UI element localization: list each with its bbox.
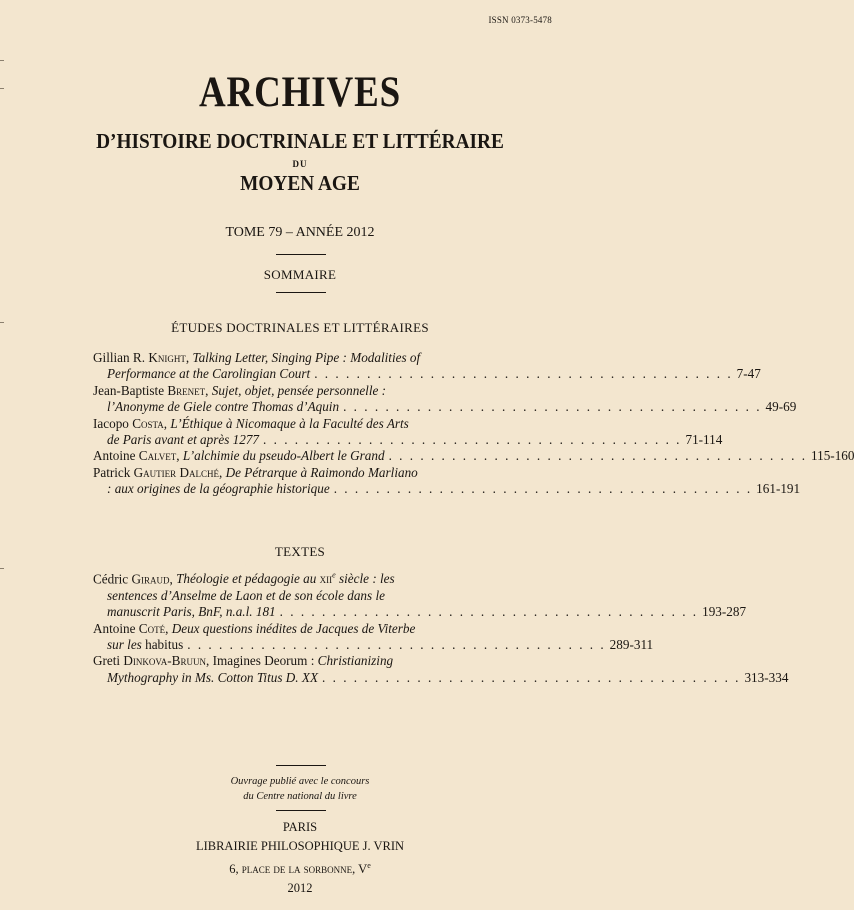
toc-entry: Cédric Giraud, Théologie et pédagogie au xii$^e$ siècle : les sentences d’Anselme de Laon et de son école dans le manuscrit Paris, BnF, n.a.l. 181 . . . . . . . . . . . . . . . . . . . . . . . . . . . . . . . . . . . . . . . . 193-287 xyxy=(93,571,747,620)
publisher-address: 6, place de la sorbonne, Ve xyxy=(229,861,371,877)
author-surname: Costa xyxy=(132,415,164,431)
article-title: Christianizing xyxy=(314,653,394,669)
margin-tick xyxy=(0,88,4,89)
leader-dots: . . . . . . . . . . . . . . . . . . . . . . . . . . . . . . . . . . . . . . . . xyxy=(314,366,733,382)
leader-dots: . . . . . . . . . . . . . . . . . . . . . . . . . . . . . . . . . . . . . . . . xyxy=(279,604,699,620)
leader-dots: . . . . . . . . . . . . . . . . . . . . . . . . . . . . . . . . . . . . . . . . xyxy=(263,432,682,448)
toc-entry: Antoine Calvet, L’alchimie du pseudo-Albert le Grand . . . . . . . . . . . . . . . . . . . . . . . . . . . . . . . . . . . . . . . . 115-160 xyxy=(93,448,854,464)
article-title-roman: Imagines Deorum : xyxy=(212,653,315,669)
funding-note: Ouvrage publié avec le concours du Centre national du livre xyxy=(230,776,370,802)
journal-title: ARCHIVES xyxy=(198,69,402,116)
article-title: De Pétrarque à Raimondo Marliano xyxy=(225,464,418,480)
toc-entry: Iacopo Costa, L’Éthique à Nicomaque à la Faculté des Arts de Paris avant et après 1277 . . . . . . . . . . . . . . . . . . . . . . . . . . . . . . . . . . . . . . . . 71-114 xyxy=(93,415,723,448)
page-range: 289-311 xyxy=(609,637,654,653)
publisher-city: PARIS xyxy=(282,820,318,834)
toc-entry: Patrick Gautier Dalché, De Pétrarque à Raimondo Marliano : aux origines de la géographie historique . . . . . . . . . . . . . . . . . . . . . . . . . . . . . . . . . . . . . . . . 161-191 xyxy=(93,464,801,497)
leader-dots: . . . . . . . . . . . . . . . . . . . . . . . . . . . . . . . . . . . . . . . . xyxy=(343,399,762,415)
section-heading-etudes: ÉTUDES DOCTRINALES ET LITTÉRAIRES xyxy=(171,320,429,335)
author-surname: Coté xyxy=(138,620,166,636)
publisher-name: LIBRAIRIE PHILOSOPHIQUE J. VRIN xyxy=(195,839,405,853)
author-surname: Calvet xyxy=(138,448,177,464)
journal-subtitle: D’HISTOIRE DOCTRINALE ET LITTÉRAIRE xyxy=(96,129,504,153)
toc-entry: Jean-Baptiste Brenet, Sujet, objet, pensée personnelle : l’Anonyme de Giele contre Thomas d’Aquin . . . . . . . . . . . . . . . . . . . . . . . . . . . . . . . . . . . . . . . . 49-69 xyxy=(93,382,797,415)
author-surname: Giraud xyxy=(131,571,170,587)
leader-dots: . . . . . . . . . . . . . . . . . . . . . . . . . . . . . . . . . . . . . . . . xyxy=(333,481,753,497)
divider xyxy=(276,254,326,255)
toc-entry: Greti Dinkova-Bruun, Imagines Deorum : Christianizing Mythography in Ms. Cotton Titus D. XX . . . . . . . . . . . . . . . . . . . . . . . . . . . . . . . . . . . . . . . . 313-334 xyxy=(93,653,789,685)
page-range: 313-334 xyxy=(744,669,789,685)
article-title: Talking Letter, Singing Pipe : Modalities of xyxy=(192,350,421,365)
contents-heading: SOMMAIRE xyxy=(263,267,337,282)
page-range: 193-287 xyxy=(702,604,747,620)
leader-dots: . . . . . . . . . . . . . . . . . . . . . . . . . . . . . . . . . . . . . . . . xyxy=(388,448,808,464)
publication-year: 2012 xyxy=(287,881,313,896)
journal-subtitle-age: MOYEN AGE xyxy=(240,171,360,195)
volume-info: TOME 79 – ANNÉE 2012 xyxy=(225,225,375,240)
issn: ISSN 0373-5478 xyxy=(488,15,552,25)
page-range: 115-160 xyxy=(811,448,854,464)
margin-tick xyxy=(0,568,4,569)
journal-subtitle-du: DU xyxy=(292,159,308,169)
author-surname: Dinkova-Bruun xyxy=(123,653,206,669)
toc-entry: Gillian R. Knight, Talking Letter, Singing Pipe : Modalities of Performance at the Carolingian Court . . . . . . . . . . . . . . . . . . . . . . . . . . . . . . . . . . . . . . . . 7-47 xyxy=(93,350,761,382)
toc-entry: Antoine Coté, Deux questions inédites de Jacques de Viterbe sur les habitus . . . . . . . . . . . . . . . . . . . . . . . . . . . . . . . . . . . . . . . . 289-311 xyxy=(93,620,654,653)
author-surname: Gautier Dalché xyxy=(133,464,219,480)
section-heading-textes: TEXTES xyxy=(274,544,326,559)
margin-tick xyxy=(0,60,4,61)
page-range: 49-69 xyxy=(765,399,797,415)
divider xyxy=(276,810,326,811)
publisher-block xyxy=(0,818,600,898)
author-surname: Brenet xyxy=(167,382,206,398)
author-surname: Knight xyxy=(148,350,186,365)
page-range: 7-47 xyxy=(736,366,761,382)
article-title: Théologie et pédagogie au xii$^e$ siècle : les xyxy=(176,571,395,587)
toc-etudes xyxy=(93,350,854,498)
article-title: L’alchimie du pseudo-Albert le Grand xyxy=(182,448,385,464)
article-title: Sujet, objet, pensée personnelle : xyxy=(211,382,387,398)
article-title: L’Éthique à Nicomaque à la Faculté des Arts xyxy=(170,415,409,431)
divider xyxy=(276,765,326,766)
leader-dots: . . . . . . . . . . . . . . . . . . . . . . . . . . . . . . . . . . . . . . . . xyxy=(322,669,741,685)
article-title: Deux questions inédites de Jacques de Viterbe xyxy=(171,620,416,636)
page-range: 71-114 xyxy=(685,432,723,448)
page-range: 161-191 xyxy=(756,481,801,497)
leader-dots: . . . . . . . . . . . . . . . . . . . . . . . . . . . . . . . . . . . . . . . . xyxy=(187,637,606,653)
divider xyxy=(276,292,326,293)
toc-textes xyxy=(93,568,789,686)
